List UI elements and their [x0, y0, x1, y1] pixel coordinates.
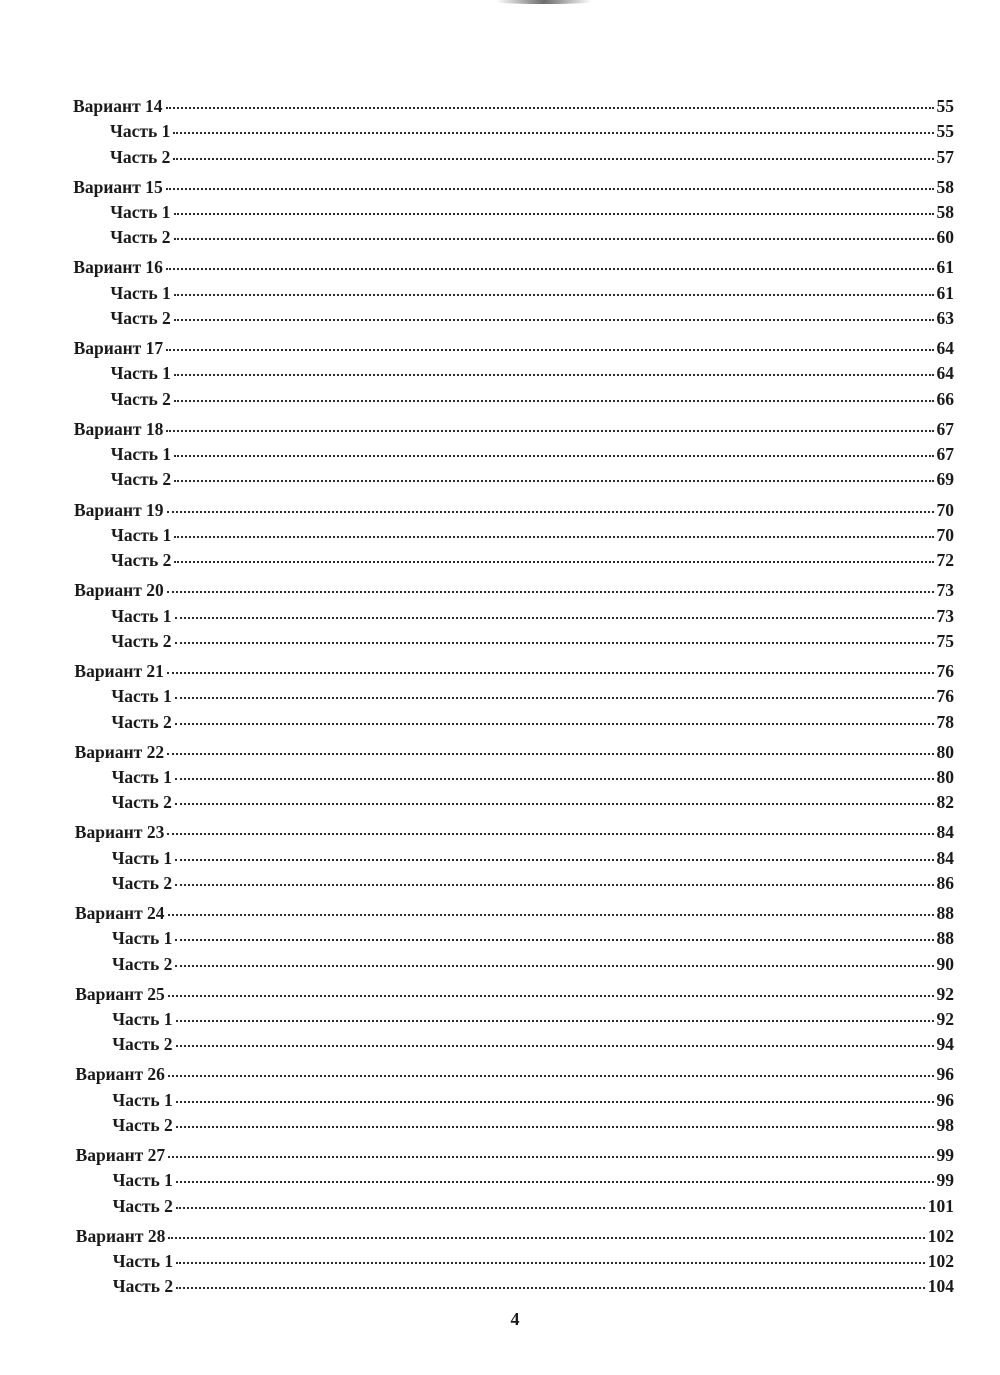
toc-entry-label: Вариант 25	[75, 983, 165, 1004]
toc-part-row[interactable]	[113, 1274, 954, 1298]
toc-entry-label: Вариант 15	[73, 176, 163, 197]
toc-entry-label: Часть 2	[112, 1115, 173, 1135]
toc-entry-page: 86	[936, 872, 954, 893]
toc-entry-label: Часть 1	[111, 524, 172, 545]
toc-variant-row[interactable]	[74, 498, 954, 522]
toc-part-row[interactable]	[110, 200, 954, 224]
toc-variant-row[interactable]	[74, 336, 954, 360]
toc-part-row[interactable]	[111, 684, 954, 708]
dot-leader	[175, 965, 933, 967]
toc-entry-page: 64	[936, 338, 954, 359]
toc-part-row[interactable]	[111, 467, 954, 491]
toc-entry-page: 58	[936, 176, 954, 197]
toc-entry-page: 96	[936, 1064, 954, 1085]
dot-leader	[174, 561, 933, 563]
toc-entry-label: Вариант 19	[74, 499, 164, 520]
toc-part-row[interactable]	[112, 790, 954, 814]
toc-entry-label: Часть 1	[111, 847, 173, 868]
dot-leader	[175, 697, 934, 699]
toc-entry-label: Вариант 24	[75, 903, 165, 923]
toc-entry-page: 102	[927, 1251, 954, 1272]
toc-entry-label: Часть 1	[111, 686, 172, 707]
toc-part-row[interactable]	[111, 523, 954, 547]
toc-part-row[interactable]	[110, 145, 954, 169]
dot-leader	[167, 511, 934, 513]
toc-entry-label: Вариант 28	[75, 1225, 166, 1246]
dot-leader	[167, 753, 933, 755]
toc-entry-page: 104	[927, 1276, 954, 1297]
toc-entry-page: 73	[936, 605, 954, 626]
toc-variant-row[interactable]	[74, 417, 954, 441]
dot-leader	[175, 723, 934, 725]
dot-leader	[168, 914, 934, 916]
toc-entry-label: Часть 2	[112, 1276, 174, 1297]
toc-entry-label: Часть 2	[111, 872, 173, 893]
toc-variant-row[interactable]	[73, 175, 954, 199]
toc-part-row[interactable]	[112, 926, 954, 950]
toc-part-row[interactable]	[113, 1249, 954, 1273]
dot-leader	[176, 1181, 934, 1183]
dot-leader	[167, 672, 934, 674]
toc-entry-label: Вариант 17	[73, 338, 164, 359]
toc-part-row[interactable]	[110, 225, 954, 249]
dot-leader	[173, 158, 933, 160]
toc-part-row[interactable]	[112, 1113, 954, 1137]
toc-entry-page: 99	[936, 1170, 954, 1191]
toc-entry-label: Часть 1	[110, 121, 171, 142]
toc-part-row[interactable]	[112, 1007, 954, 1031]
toc-entry-label: Часть 1	[112, 1089, 173, 1110]
toc-part-row[interactable]	[111, 361, 954, 385]
dot-leader	[174, 400, 934, 402]
toc-variant-row[interactable]	[75, 1062, 954, 1086]
toc-part-row[interactable]	[112, 846, 954, 870]
toc-entry-page: 101	[927, 1195, 954, 1216]
toc-entry-page: 92	[936, 1009, 954, 1029]
toc-variant-row[interactable]	[75, 820, 954, 844]
toc-part-row[interactable]	[113, 1194, 954, 1218]
toc-entry-page: 76	[936, 686, 954, 707]
dot-leader	[174, 455, 933, 457]
toc-entry-label: Часть 2	[110, 469, 172, 490]
toc-part-row[interactable]	[111, 604, 954, 628]
toc-entry-label: Вариант 21	[74, 660, 164, 681]
toc-variant-row[interactable]	[73, 94, 954, 118]
toc-entry-page: 58	[936, 202, 954, 222]
toc-entry-label: Часть 2	[112, 1195, 173, 1216]
toc-entry-label: Часть 2	[112, 1034, 173, 1055]
toc-part-row[interactable]	[111, 387, 954, 411]
toc-entry-label: Часть 2	[111, 711, 172, 732]
page-number: 4	[510, 1309, 520, 1329]
toc-entry-label: Часть 2	[110, 227, 171, 248]
dot-leader	[166, 430, 933, 432]
toc-entry-label: Часть 1	[110, 363, 171, 384]
toc-part-row[interactable]	[112, 1088, 954, 1112]
toc-entry-page: 64	[936, 363, 954, 384]
toc-entry-page: 102	[927, 1225, 954, 1246]
toc-entry-label: Часть 1	[110, 202, 171, 222]
dot-leader	[175, 859, 933, 861]
toc-entry-label: Часть 2	[110, 308, 171, 328]
dot-leader	[176, 1287, 925, 1289]
toc-entry-label: Вариант 20	[74, 580, 164, 601]
toc-part-row[interactable]	[111, 442, 954, 466]
toc-entry-label: Часть 2	[111, 630, 172, 651]
toc-part-row[interactable]	[110, 119, 954, 143]
toc-variant-row[interactable]	[74, 578, 954, 602]
dot-leader	[174, 374, 934, 376]
toc-entry-page: 60	[936, 227, 954, 248]
dot-leader	[176, 1207, 925, 1209]
dot-leader	[176, 1101, 934, 1103]
dot-leader	[175, 642, 934, 644]
toc-entry-page: 76	[936, 660, 954, 681]
dot-leader	[175, 884, 933, 886]
dot-leader	[166, 107, 934, 109]
toc-entry-page: 80	[936, 766, 954, 787]
dot-leader	[166, 188, 934, 190]
toc-part-row[interactable]	[112, 871, 954, 895]
dot-leader	[168, 1075, 934, 1077]
toc-part-row[interactable]	[112, 765, 954, 789]
dot-leader	[175, 617, 934, 619]
toc-entry-label: Часть 2	[111, 792, 172, 813]
toc-entry-page: 96	[936, 1089, 954, 1110]
toc-entry-page: 55	[936, 96, 954, 116]
toc-variant-row[interactable]	[75, 901, 954, 925]
toc-entry-label: Часть 2	[110, 388, 171, 409]
toc-entry-label: Вариант 27	[75, 1145, 166, 1166]
dot-leader	[176, 1262, 925, 1264]
toc-entry-page: 80	[936, 741, 954, 762]
toc-entry-page: 98	[936, 1115, 954, 1135]
toc-entry-label: Часть 1	[112, 1251, 174, 1272]
toc-variant-row[interactable]	[75, 740, 954, 764]
toc-entry-page: 88	[936, 903, 954, 923]
toc-part-row[interactable]	[111, 548, 954, 572]
toc-entry-page: 78	[936, 711, 954, 732]
toc-variant-row[interactable]	[73, 255, 954, 279]
toc-entry-label: Часть 1	[111, 605, 172, 626]
dot-leader	[174, 294, 934, 296]
dot-leader	[166, 268, 934, 270]
dot-leader	[174, 213, 934, 215]
toc-variant-row[interactable]	[76, 1143, 954, 1167]
toc-entry-page: 94	[936, 1034, 954, 1055]
dot-leader	[176, 1126, 934, 1128]
toc-part-row[interactable]	[111, 710, 954, 734]
toc-entry-page: 67	[936, 444, 954, 465]
toc-entry-page: 92	[936, 983, 954, 1004]
dot-leader	[174, 238, 934, 240]
toc-entry-page: 99	[936, 1145, 954, 1166]
toc-entry-page: 84	[936, 822, 954, 843]
toc-entry-label: Часть 1	[110, 282, 171, 303]
toc-entry-page: 67	[936, 418, 954, 439]
toc-variant-row[interactable]	[76, 1224, 954, 1248]
dot-leader	[173, 132, 933, 134]
toc-part-row[interactable]	[110, 306, 954, 330]
dot-leader	[176, 1020, 934, 1022]
dot-leader	[166, 349, 933, 351]
toc-entry-page: 75	[936, 630, 954, 651]
dot-leader	[175, 778, 934, 780]
toc-entry-label: Вариант 18	[73, 418, 164, 439]
toc-entry-page: 61	[936, 282, 954, 303]
dot-leader	[174, 536, 933, 538]
dot-leader	[167, 591, 934, 593]
toc-entry-page: 90	[936, 953, 954, 974]
toc-entry-page: 73	[936, 580, 954, 601]
dot-leader	[168, 995, 934, 997]
toc-entry-label: Часть 2	[110, 146, 171, 167]
toc-variant-row[interactable]	[74, 659, 954, 683]
toc-part-row[interactable]	[112, 952, 954, 976]
toc-entry-page: 84	[936, 847, 954, 868]
toc-entry-label: Вариант 22	[74, 741, 165, 762]
dot-leader	[167, 833, 933, 835]
dot-leader	[168, 1237, 924, 1239]
toc-entry-page: 70	[936, 499, 954, 520]
toc-entry-page: 55	[936, 121, 954, 142]
toc-entry-label: Часть 1	[112, 928, 173, 949]
dot-leader	[176, 1045, 934, 1047]
toc-entry-page: 82	[936, 792, 954, 813]
toc-entry-label: Вариант 16	[73, 257, 163, 278]
toc-entry-label: Часть 1	[112, 1170, 173, 1191]
toc-entry-label: Часть 2	[111, 550, 172, 571]
toc-entry-page: 61	[936, 257, 954, 278]
toc-entry-label: Часть 1	[112, 1009, 173, 1029]
toc-entry-page: 88	[936, 928, 954, 949]
dot-leader	[174, 319, 934, 321]
toc-entry-page: 66	[936, 388, 954, 409]
toc-entry-label: Вариант 26	[75, 1064, 165, 1085]
toc-part-row[interactable]	[110, 281, 954, 305]
toc-entry-page: 70	[936, 524, 954, 545]
dot-leader	[168, 1156, 933, 1158]
toc-entry-page: 63	[936, 308, 954, 328]
toc-entry-label: Часть 1	[111, 766, 172, 787]
toc-entry-label: Вариант 23	[74, 822, 165, 843]
toc-entry-label: Часть 2	[112, 953, 173, 974]
toc-entry-label: Часть 1	[110, 444, 172, 465]
toc-entry-page: 57	[936, 146, 954, 167]
toc-part-row[interactable]	[112, 1032, 954, 1056]
toc-part-row[interactable]	[111, 629, 954, 653]
dot-leader	[175, 939, 933, 941]
toc-entry-label: Вариант 14	[73, 96, 163, 116]
toc-variant-row[interactable]	[75, 982, 954, 1006]
dot-leader	[174, 480, 933, 482]
dot-leader	[175, 803, 934, 805]
toc-entry-page: 69	[936, 469, 954, 490]
toc-part-row[interactable]	[113, 1168, 954, 1192]
toc-entry-page: 72	[936, 550, 954, 571]
